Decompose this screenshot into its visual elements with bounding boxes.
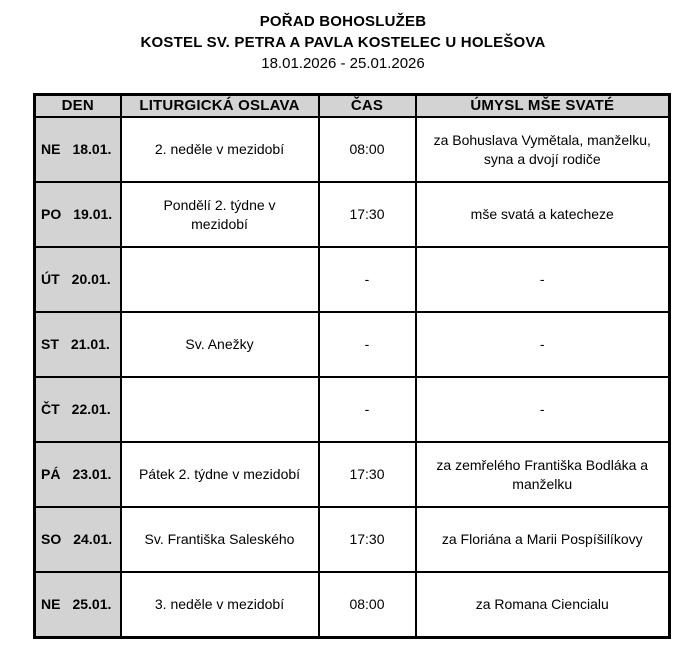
- schedule-table: [33, 93, 671, 639]
- page-subtitle: KOSTEL SV. PETRA A PAVLA KOSTELEC U HOLEŠOVA: [140, 34, 546, 51]
- schedule-row: [35, 572, 670, 637]
- day-cell: [35, 442, 121, 507]
- day-date: 20.01.: [71, 271, 111, 287]
- page-title: POŘAD BOHOSLUŽEB: [259, 13, 427, 30]
- schedule-row: [35, 182, 670, 247]
- time-cell: 08:00: [319, 572, 416, 637]
- date-range: 18.01.2026 - 25.01.2026: [261, 55, 425, 72]
- column-header-umysl-mse-svate: ÚMYSL MŠE SVATÉ: [416, 95, 670, 118]
- day-abbrev: PO: [41, 206, 62, 222]
- schedule-row: [35, 377, 670, 442]
- day-cell: [35, 312, 121, 377]
- schedule-row: [35, 117, 670, 182]
- intention-cell: za Floriána a Marii Pospíšilíkovy: [416, 507, 670, 572]
- day-date: 22.01.: [71, 401, 111, 417]
- celebration-cell: [121, 247, 319, 312]
- day-date: 19.01.: [73, 206, 113, 222]
- schedule-row: [35, 507, 670, 572]
- column-header-den: DEN: [35, 95, 121, 118]
- celebration-cell: [121, 377, 319, 442]
- day-abbrev: ÚT: [41, 271, 60, 287]
- time-cell: -: [319, 312, 416, 377]
- day-date: 18.01.: [72, 141, 112, 157]
- day-cell: [35, 182, 121, 247]
- schedule-row: [35, 247, 670, 312]
- day-cell: [35, 507, 121, 572]
- column-header-cas: ČAS: [319, 95, 416, 118]
- celebration-cell: Sv. Františka Saleského: [121, 507, 319, 572]
- celebration-cell: 3. neděle v mezidobí: [121, 572, 319, 637]
- time-cell: 08:00: [319, 117, 416, 182]
- time-cell: 17:30: [319, 182, 416, 247]
- day-cell: [35, 572, 121, 637]
- time-cell: 17:30: [319, 507, 416, 572]
- time-cell: 17:30: [319, 442, 416, 507]
- time-cell: -: [319, 377, 416, 442]
- celebration-cell: Pondělí 2. týdne v mezidobí: [121, 182, 319, 247]
- day-date: 25.01.: [72, 595, 112, 612]
- day-abbrev: ČT: [41, 401, 60, 417]
- day-date: 23.01.: [72, 466, 112, 482]
- time-cell: -: [319, 247, 416, 312]
- schedule-row: [35, 312, 670, 377]
- intention-cell: -: [416, 377, 670, 442]
- day-cell: [35, 247, 121, 312]
- title-block: [0, 0, 686, 74]
- intention-cell: za zemřelého Františka Bodláka a manželku: [416, 442, 670, 507]
- celebration-cell: 2. neděle v mezidobí: [121, 117, 319, 182]
- day-cell: [35, 117, 121, 182]
- celebration-cell: Pátek 2. týdne v mezidobí: [121, 442, 319, 507]
- celebration-cell: Sv. Anežky: [121, 312, 319, 377]
- column-header-liturgicka-oslava: LITURGICKÁ OSLAVA: [121, 95, 319, 118]
- intention-cell: mše svatá a katecheze: [416, 182, 670, 247]
- intention-cell: -: [416, 247, 670, 312]
- day-abbrev: SO: [41, 531, 62, 547]
- day-date: 24.01.: [73, 531, 113, 547]
- day-abbrev: NE: [41, 595, 61, 612]
- intention-cell: za Bohuslava Vymětala, manželku, syna a dvojí rodiče: [416, 117, 670, 182]
- day-date: 21.01.: [70, 336, 110, 352]
- day-abbrev: ST: [41, 336, 59, 352]
- day-abbrev: PÁ: [41, 466, 61, 482]
- intention-cell: -: [416, 312, 670, 377]
- day-cell: [35, 377, 121, 442]
- intention-cell: za Romana Ciencialu: [416, 572, 670, 637]
- day-abbrev: NE: [41, 141, 61, 157]
- table-header-row: [35, 95, 670, 118]
- schedule-row: [35, 442, 670, 507]
